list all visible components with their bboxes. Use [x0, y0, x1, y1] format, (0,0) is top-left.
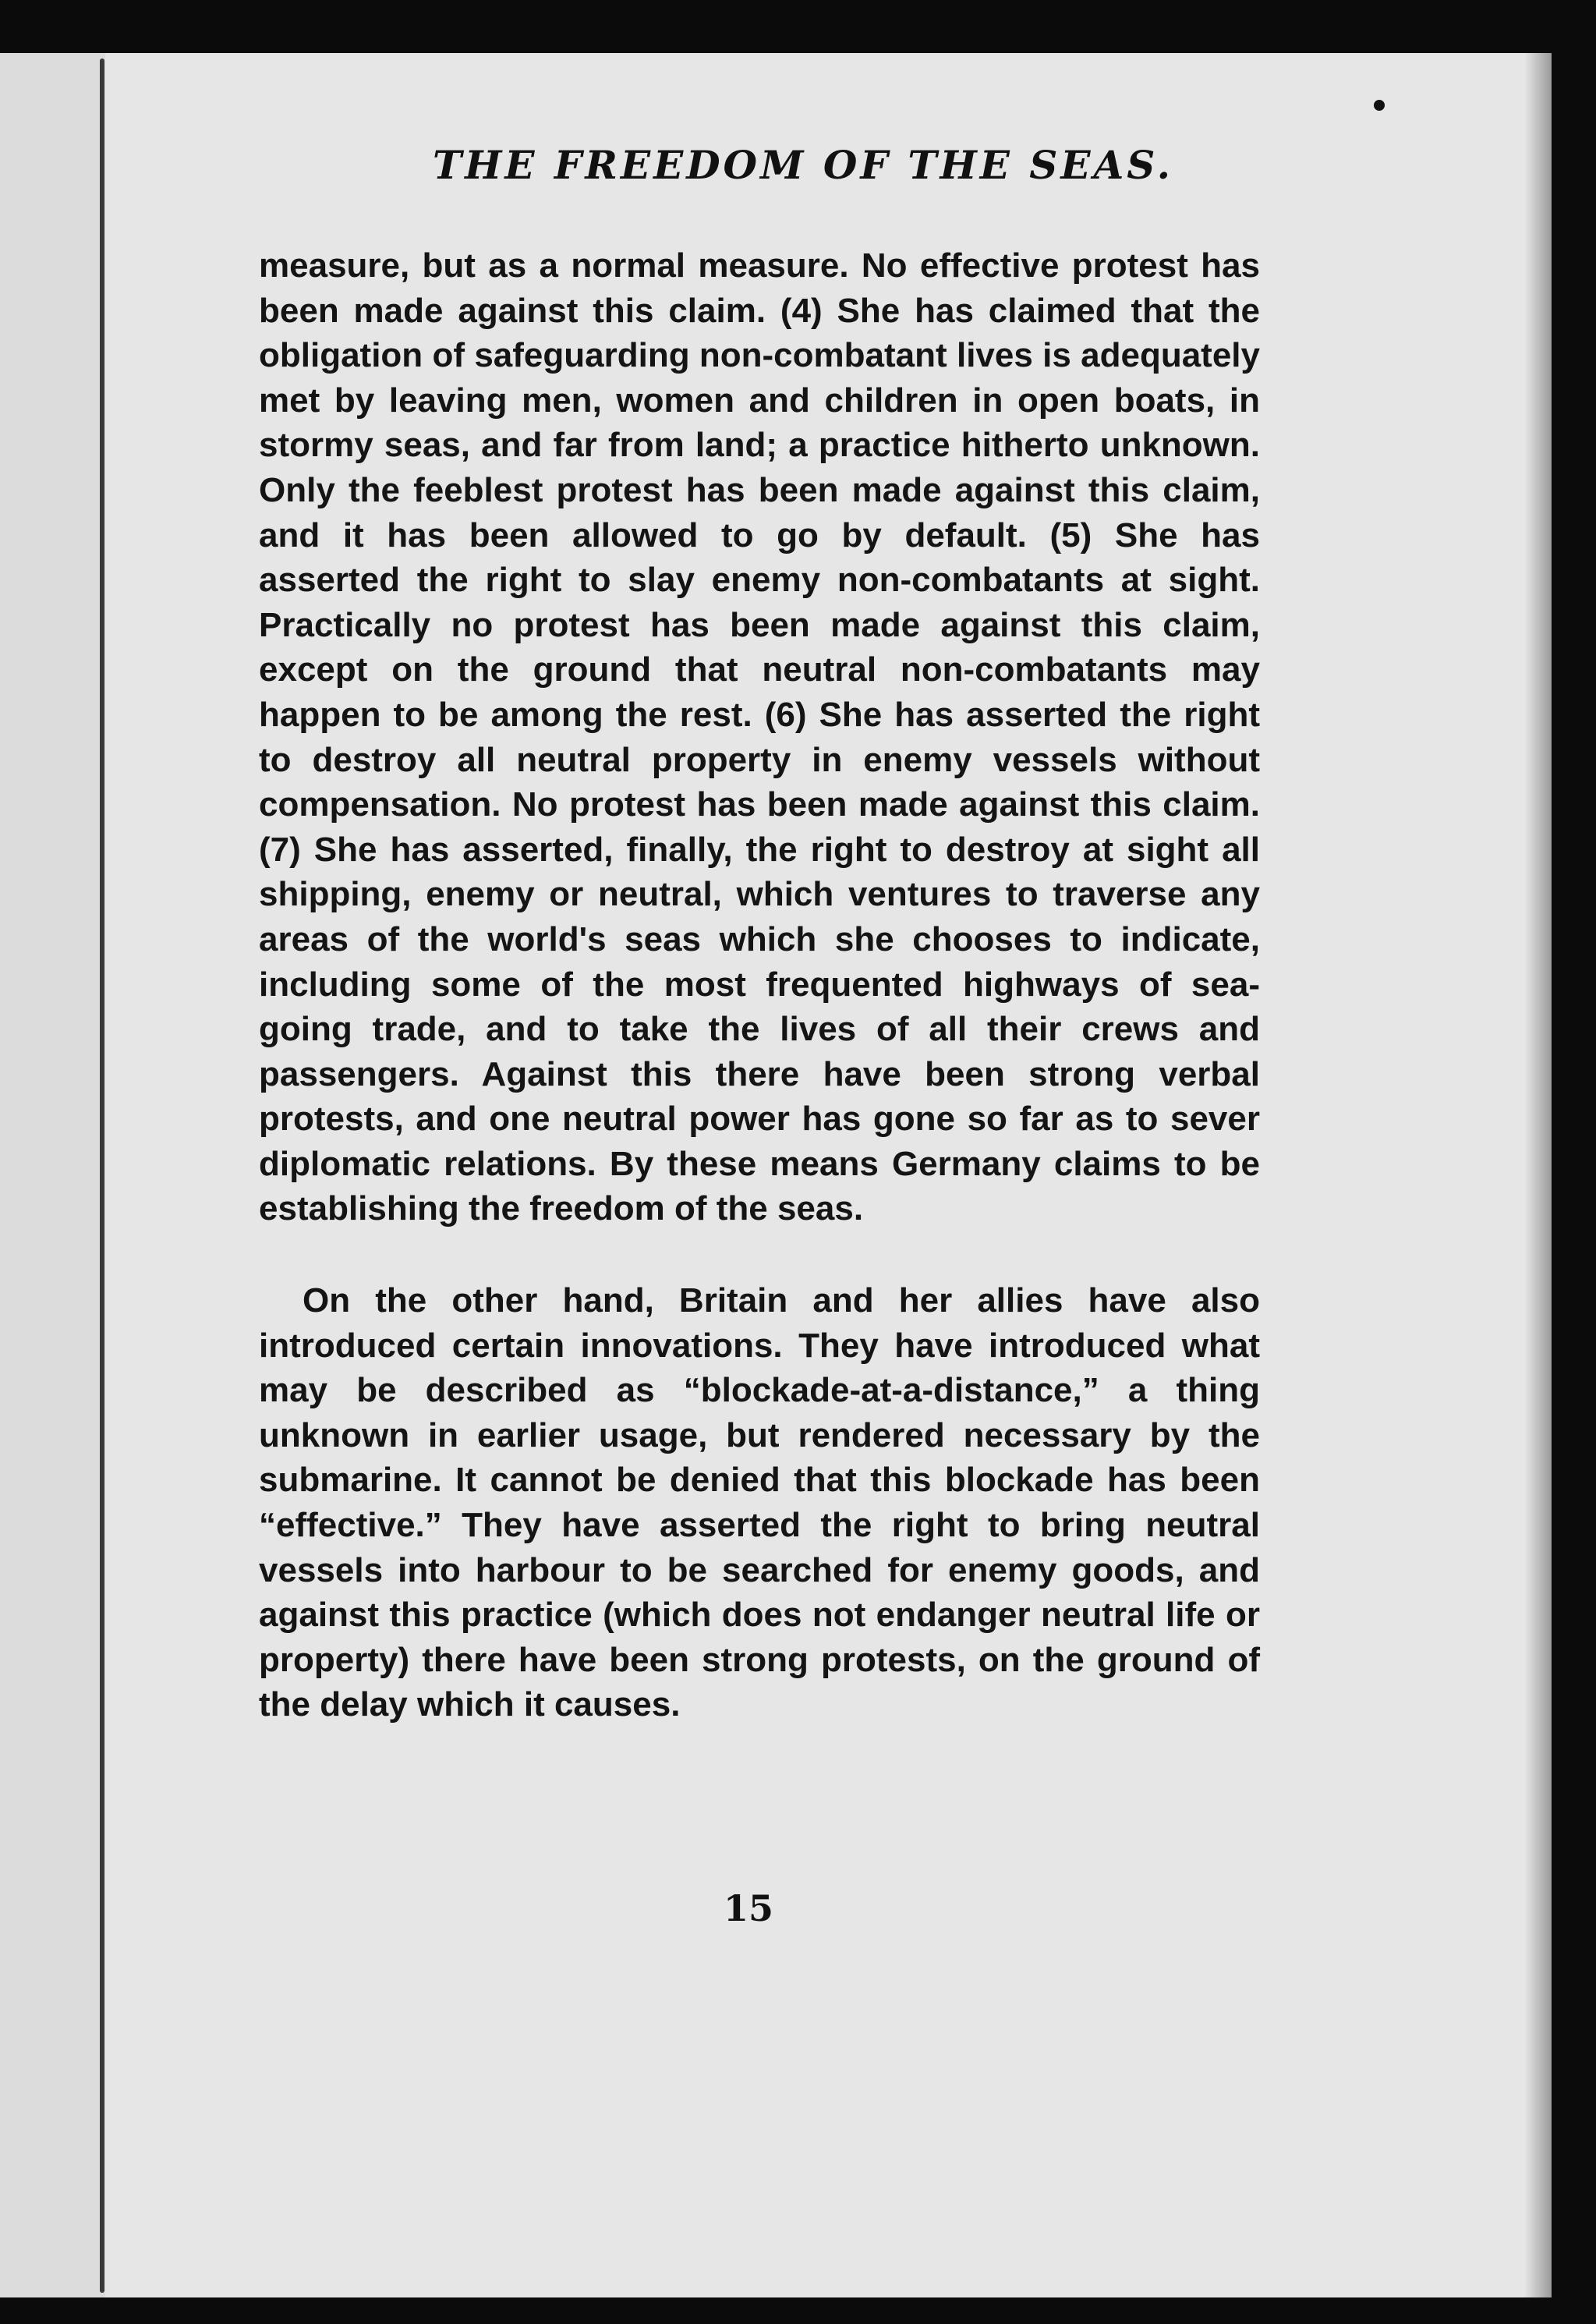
page-edge-shadow	[1524, 53, 1552, 2297]
facing-page-edge	[0, 53, 105, 2297]
page-number: 15	[723, 1887, 773, 1929]
paragraph-2: On the other hand, Britain and her allies have also introduced certain innovations. They have introduced what may be described as “blockade-at-a-distance,” a thing unknown in earlier usage, but rendered necessary by the submarine. It cannot be denied that this blockade has been “effective.” They have asserted the right to bring neutral vessels into harbour to be searched for enemy goods, and against this practice (which does not endanger neutral life or property) there have been strong protests, on the ground of the delay which it causes.	[259, 1281, 1260, 1724]
binding-fold-line	[100, 58, 104, 2293]
body-text	[259, 243, 1260, 1727]
ink-speck	[1374, 100, 1385, 111]
scan-border-right	[1552, 53, 1596, 2297]
paragraph-1: measure, but as a normal measure. No effective protest has been made against this claim. (4) She has claimed that the obligation of safeguarding non-combatant lives is adequately met by leaving men, women and children in open boats, in stormy seas, and far from land; a practice hitherto unknown. Only the feeblest protest has been made against this claim, and it has been allowed to go by default. (5) She has asserted the right to slay enemy non-combatants at sight. Practically no protest has been made against this claim, except on the ground that neutral non-combatants may happen to be among the rest. (6) She has asserted the right to destroy all neutral property in enemy vessels without compensation. No protest has been made against this claim. (7) She has asserted, finally, the right to destroy at sight all shipping, enemy or neutral, which ventures to traverse any areas of the world's seas which she chooses to indicate, including some of the most frequented highways of sea-going trade, and to take the lives of all their crews and passengers. Against this there have been strong verbal protests, and one neutral power has gone so far as to sever diplomatic relations. By these means Germany claims to be establishing the freedom of the seas.	[259, 246, 1260, 1228]
running-head: THE FREEDOM OF THE SEAS.	[432, 142, 1174, 188]
